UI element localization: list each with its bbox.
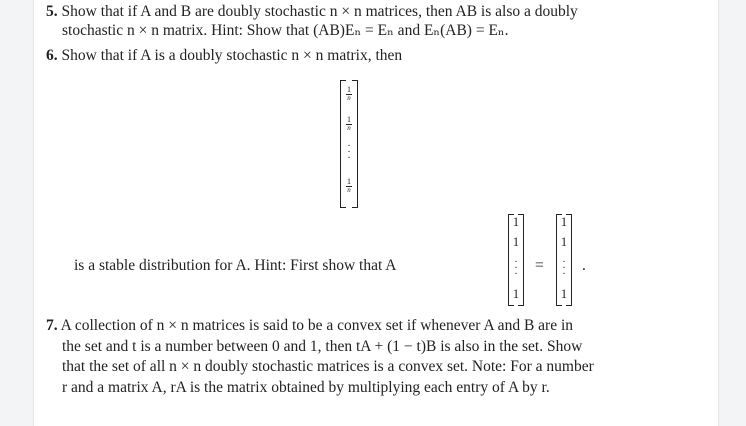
problem-7-line-3: that the set of all n × n doubly stochastic matrices is a convex set. Note: For a number	[62, 358, 594, 375]
problem-5-line-2: stochastic n × n matrix. Hint: Show that (AB)Eₙ = Eₙ and Eₙ(AB) = Eₙ.	[62, 22, 509, 39]
numerator: 1	[347, 85, 351, 94]
problem-7-line-2: the set and t is a number between 0 and 1, then tA + (1 − t)B is also in the set. Show	[62, 337, 583, 355]
fraction	[346, 116, 352, 132]
vertical-dots: · · ·	[562, 257, 566, 280]
problem-5	[46, 2, 704, 40]
fraction-entry	[340, 178, 358, 194]
one-entry: 1	[560, 287, 568, 301]
problem-6-text-1: Show that if A is a doubly stochastic n × n matrix, then	[61, 47, 403, 64]
problem-7-line-1	[46, 316, 704, 337]
numerator: 1	[347, 177, 351, 186]
fraction	[346, 178, 352, 194]
stable-distribution-text: is a stable distribution for A. Hint: First show that A	[74, 257, 397, 274]
denominator: n	[347, 124, 351, 132]
vertical-dots: · · ·	[347, 141, 351, 164]
textbook-page	[34, 0, 718, 426]
problem-7-number: 7.	[46, 317, 58, 334]
vertical-dots: · · ·	[514, 257, 518, 280]
one-entry: 1	[512, 235, 520, 249]
problem-6-line-1	[46, 46, 704, 65]
one-entry: 1	[560, 235, 568, 249]
denominator: n	[347, 186, 351, 194]
problem-5-text-1: Show that if A and B are doubly stochastic n × n matrices, then AB is also a doubly	[61, 3, 578, 20]
problem-5-number: 5.	[46, 3, 58, 20]
problem-6-number: 6.	[46, 47, 58, 64]
ones-vector-right	[556, 214, 572, 306]
one-entry: 1	[560, 215, 568, 229]
fraction-entry	[340, 116, 358, 132]
uniform-vector	[340, 80, 358, 208]
fraction	[346, 86, 352, 102]
denominator: n	[347, 94, 351, 102]
problem-6	[46, 46, 704, 65]
one-entry: 1	[512, 215, 520, 229]
equals-sign: =	[535, 257, 544, 274]
ones-vector-left	[508, 214, 524, 306]
one-entry: 1	[512, 287, 520, 301]
ones-vector-right-entries	[556, 214, 572, 306]
problem-7	[46, 316, 704, 398]
period: .	[582, 257, 586, 274]
fraction-entry	[340, 86, 358, 102]
problem-7-line-4: r and a matrix A, rA is the matrix obtained by multiplying each entry of A by r.	[62, 378, 550, 396]
problem-5-line-1	[46, 2, 704, 21]
problem-7-text-1: A collection of n × n matrices is said to be a convex set if whenever A and B are in	[60, 317, 574, 334]
ones-vector-left-entries	[508, 214, 524, 306]
numerator: 1	[347, 115, 351, 124]
uniform-vector-entries	[340, 80, 358, 208]
